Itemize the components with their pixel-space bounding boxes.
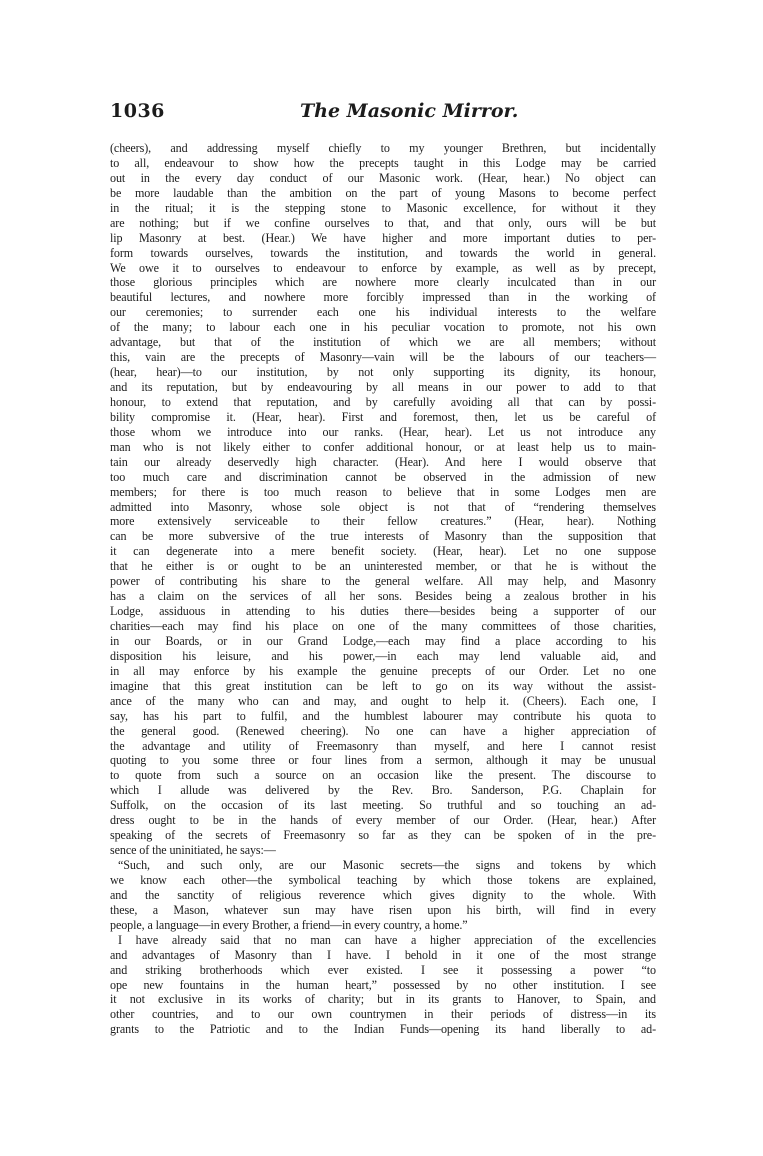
text-line: tain our already deservedly high character. (Hear). And here I would observe that xyxy=(110,454,656,469)
text-line: dress ought to be in the hands of every member of our Order. (Hear, hear.) After xyxy=(110,813,656,828)
text-line: those glorious principles which are nowhere more clearly inculcated than in our xyxy=(110,275,656,290)
text-line: members; for there is too much reason to believe that in some Lodges men are xyxy=(110,484,656,499)
text-line: power of contributing his share to the general welfare. All may help, and Masonry xyxy=(110,574,656,589)
text-line: this, vain are the precepts of Masonry—vain will be the labours of our teachers— xyxy=(110,350,656,365)
text-line: Lodge, assiduous in attending to his duties there—besides being a supporter of our xyxy=(110,604,656,619)
text-line: charities—each may find his place on one of the many committees of those charities, xyxy=(110,619,656,633)
text-line: can be more subversive of the true interests of Masonry than the supposition that xyxy=(110,529,656,544)
text-line: that he either is or ought to be an uninterested member, or that he is without the xyxy=(110,559,656,574)
text-line: it can degenerate into a mere benefit society. (Hear, hear). Let no one suppose xyxy=(110,544,656,559)
text-line: man who is not likely either to confer additional honour, or at least help us to main- xyxy=(110,439,656,454)
quote-line: and the sanctity of religious reverence which gives dignity to the whole. With xyxy=(110,887,656,902)
article-body xyxy=(110,141,656,1037)
text-line: in the ritual; it is the stepping stone to Masonic excellence, for without it they xyxy=(110,200,656,215)
text-line: and advantages of Masonry than I have. I behold in it one of the most strange xyxy=(110,947,656,962)
text-line: Suffolk, on the occasion of its last meeting. So truthful and so touching an ad- xyxy=(110,798,656,813)
text-line: imagine that this great institution can be left to go on its way without the assist- xyxy=(110,678,656,693)
text-line: of the many; to labour each one in his peculiar vocation to promote, not his own xyxy=(110,320,656,335)
running-title: The Masonic Mirror. xyxy=(300,100,519,122)
text-line: quoting to you some three or four lines from a sermon, although it may be unusual xyxy=(110,753,656,768)
text-line: (cheers), and addressing myself chiefly to my younger Brethren, but incidentally xyxy=(110,141,656,155)
text-line: bility compromise it. (Hear, hear). First and foremost, then, let us be careful of xyxy=(110,409,656,424)
text-line: other countries, and to our own countrymen in their periods of distress—in its xyxy=(110,1007,656,1022)
text-line: honour, to extend that reputation, and by carefully avoiding all that can by possi- xyxy=(110,394,656,409)
text-line: and its reputation, but by endeavouring by all means in our power to add to that xyxy=(110,380,656,394)
text-line: say, has his part to fulfil, and the humblest labourer may contribute his quota to xyxy=(110,708,656,723)
text-line: to all, endeavour to show how the precepts taught in this Lodge may be carried xyxy=(110,155,656,170)
text-line: admitted into Masonry, whose sole object is not that of “rendering themselves xyxy=(110,499,656,514)
text-line: lip Masonry at best. (Hear.) We have higher and more important duties to per- xyxy=(110,230,656,245)
text-line: (hear, hear)—to our institution, by not only supporting its dignity, its honour, xyxy=(110,365,656,380)
text-line: beautiful lectures, and nowhere more forcibly impressed than in the working of xyxy=(110,290,656,305)
quote-line: these, a Mason, whatever sun may have risen upon his birth, will find in every xyxy=(110,902,656,917)
text-line: sence of the uninitiated, he says:— xyxy=(110,843,276,858)
text-line: and striking brotherhoods which ever existed. I see it possessing a power “to xyxy=(110,962,656,977)
text-line: We owe it to ourselves to endeavour to enforce by example, as well as by precept, xyxy=(110,260,656,275)
text-line: out in the every day conduct of our Masonic work. (Hear, hear.) No object can xyxy=(110,170,656,185)
text-line: those whom we introduce into our ranks. (Hear, hear). Let us not introduce any xyxy=(110,424,656,439)
text-line: the advantage and utility of Freemasonry than myself, and here I cannot resist xyxy=(110,738,656,753)
text-line: advantage, but that of the institution of which we are all members; without xyxy=(110,335,656,350)
text-line: are nothing; but if we confine ourselves to that, and that only, ours will be but xyxy=(110,215,656,230)
text-line: the general good. (Renewed cheering). No one can have a higher appreciation of xyxy=(110,723,656,738)
text-line: more extensively serviceable to their fellow creatures.” (Hear, hear). Nothing xyxy=(110,514,656,529)
quote-line: we know each other—the symbolical teaching by which those tokens are explained, xyxy=(110,872,656,887)
page-number: 1036 xyxy=(110,100,165,122)
text-line: form towards ourselves, towards the institution, and towards the world in general. xyxy=(110,245,656,260)
text-line: ance of the many who can and may, and ought to help it. (Cheers). Each one, I xyxy=(110,693,656,708)
quote-line: “Such, and such only, are our Masonic secrets—the signs and tokens by which xyxy=(118,858,656,872)
text-line: I have already said that no man can have a higher appreciation of the excellencies xyxy=(118,932,656,947)
text-line: our ceremonies; to surrender each one his individual interests to the welfare xyxy=(110,305,656,320)
text-line: ope new fountains in the human heart,” possessed by no other institution. I see xyxy=(110,977,656,992)
text-line: speaking of the secrets of Freemasonry so far as they can be spoken of in the pre- xyxy=(110,828,656,843)
text-line: grants to the Patriotic and to the Indian Funds—opening its hand liberally to ad- xyxy=(110,1022,656,1037)
text-line: too much care and discrimination cannot be observed in the admission of new xyxy=(110,469,656,484)
text-line: disposition his leisure, and his power,—in each may lend valuable aid, and xyxy=(110,648,656,663)
text-line: in our Boards, or in our Grand Lodge,—each may find a place according to his xyxy=(110,633,656,648)
text-line: to quote from such a source on an occasion like the present. The discourse to xyxy=(110,768,656,783)
text-line: be more laudable than the ambition on the part of young Masons to become perfect xyxy=(110,185,656,200)
text-line: has a claim on the services of all her sons. Besides being a zealous brother in his xyxy=(110,589,656,604)
quote-line: people, a language—in every Brother, a friend—in every country, a home.” xyxy=(110,917,468,932)
text-line: it not exclusive in its works of charity; but in its grants to Hanover, to Spain, and xyxy=(110,992,656,1007)
text-line: which I allude was delivered by the Rev. Bro. Sanderson, P.G. Chaplain for xyxy=(110,783,656,798)
text-line: in all may enforce by his example the genuine precepts of our Order. Let no one xyxy=(110,663,656,678)
